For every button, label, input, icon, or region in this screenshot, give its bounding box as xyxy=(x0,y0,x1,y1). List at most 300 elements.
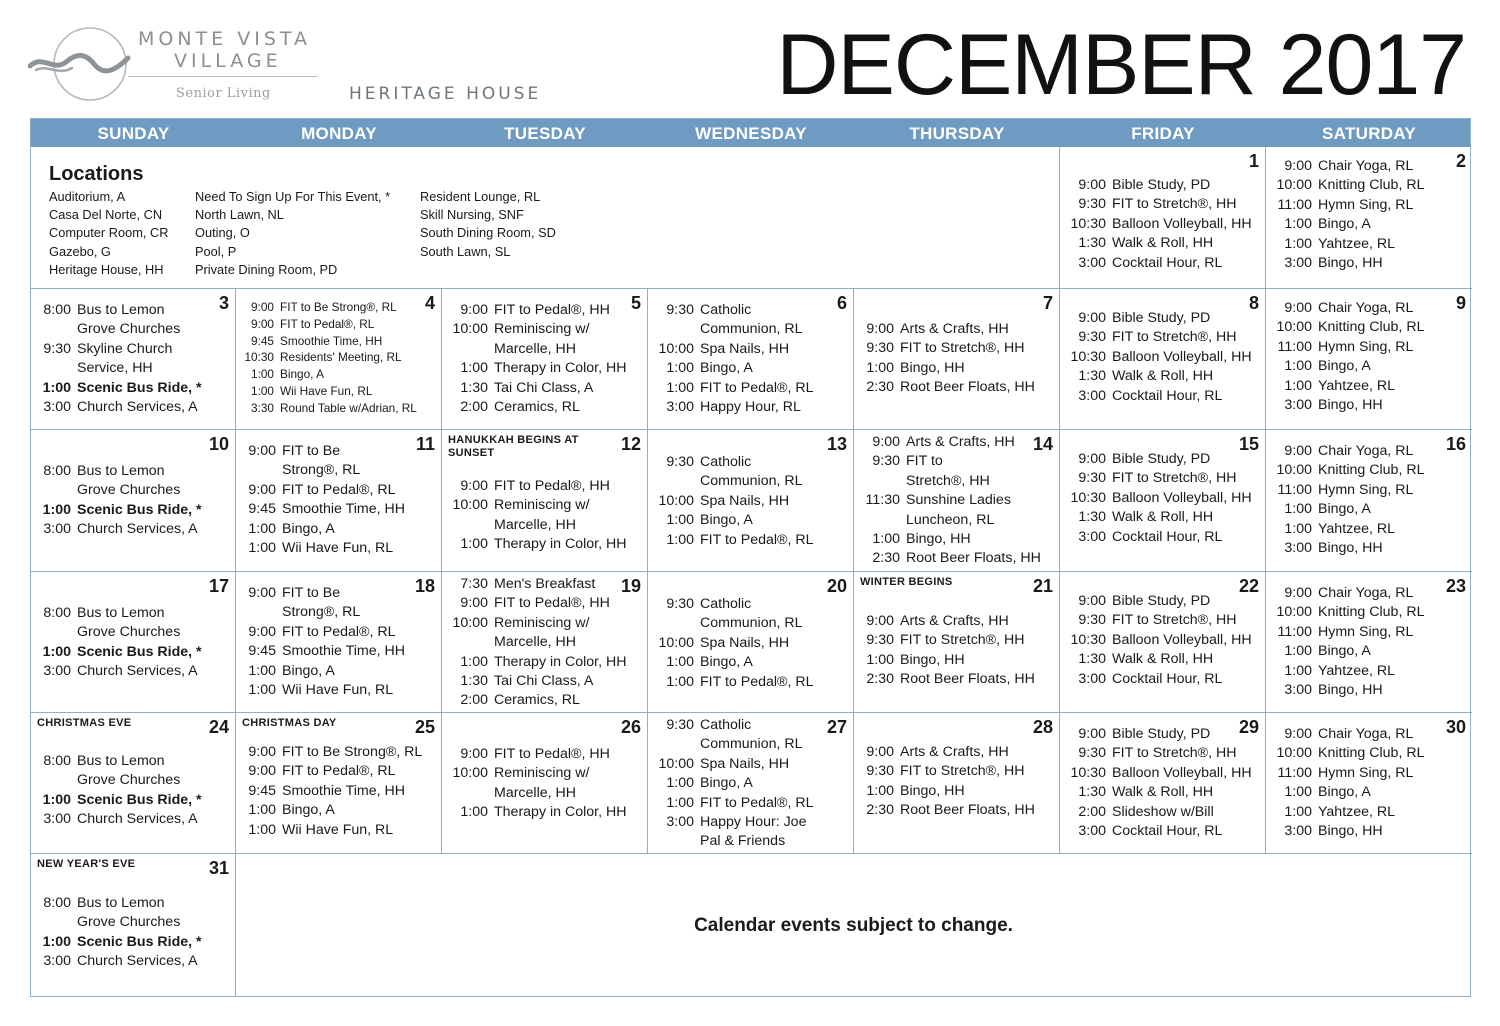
event-time xyxy=(37,623,77,642)
event-time: 9:30 xyxy=(666,454,694,470)
event-time: 10:30 xyxy=(244,350,274,365)
event-description: FIT to Be xyxy=(282,585,341,601)
event-time: 3:00 xyxy=(43,953,71,970)
event-description: Walk & Roll, HH xyxy=(1112,784,1214,801)
event-description: Balloon Volleyball, HH xyxy=(1112,348,1252,365)
event-description: Wii Have Fun, RL xyxy=(282,821,394,838)
day-number: 20 xyxy=(826,576,847,596)
event-row xyxy=(860,359,1055,378)
event-description: Bible Study, PD xyxy=(1112,310,1211,326)
location-item: South Dining Room, SD xyxy=(420,225,556,241)
event-description: Grove Churches xyxy=(77,482,181,499)
event-description: Balloon Volleyball, HH xyxy=(1112,489,1252,506)
event-row xyxy=(37,604,231,623)
day-number: 14 xyxy=(1032,434,1053,454)
event-description: Bingo, HH xyxy=(900,782,965,799)
event-time xyxy=(654,832,700,851)
event-row xyxy=(860,670,1055,689)
event-description: Communion, RL xyxy=(700,736,803,753)
event-description: FIT to Stretch®, HH xyxy=(900,763,1025,780)
event-description: FIT to Stretch®, HH xyxy=(1112,470,1237,487)
event-row xyxy=(860,472,1055,491)
event-time: 9:00 xyxy=(248,481,276,498)
event-description: Strong®, RL xyxy=(282,462,361,479)
event-description: Yahtzee, RL xyxy=(1318,520,1396,537)
event-row xyxy=(242,603,437,622)
event-time: 9:00 xyxy=(866,744,894,760)
event-row xyxy=(1066,592,1261,611)
event-row xyxy=(1272,196,1468,215)
event-time: 3:00 xyxy=(1284,255,1312,272)
event-time: 9:00 xyxy=(248,623,276,640)
weekday-monday: MONDAY xyxy=(301,124,377,143)
day-number: 27 xyxy=(826,717,847,737)
event-description: FIT to Stretch®, HH xyxy=(900,632,1025,649)
event-row xyxy=(1066,725,1261,744)
event-row xyxy=(1066,764,1261,783)
event-description: FIT to Stretch®, HH xyxy=(1112,196,1237,213)
event-description: Tai Chi Class, A xyxy=(494,379,594,396)
event-row xyxy=(1272,662,1468,681)
location-item: South Lawn, SL xyxy=(420,243,511,259)
logo-line1: MONTE VISTA xyxy=(138,28,312,50)
event-row xyxy=(242,762,437,781)
month-title: DECEMBER 2017 xyxy=(776,17,1466,113)
event-time: 1:00 xyxy=(42,501,71,518)
event-list xyxy=(654,301,849,417)
day-cell-17 xyxy=(31,572,236,713)
event-row xyxy=(654,774,849,793)
day-number: 4 xyxy=(424,293,435,313)
event-time: 10:00 xyxy=(1276,604,1312,621)
event-time: 2:00 xyxy=(1078,803,1106,820)
event-time: 1:00 xyxy=(1284,501,1312,518)
event-description: Marcelle, HH xyxy=(494,516,576,533)
location-item: North Lawn, NL xyxy=(195,207,284,223)
event-description: Walk & Roll, HH xyxy=(1112,509,1214,526)
event-description: FIT to Pedal®, HH xyxy=(494,746,610,762)
event-row xyxy=(860,631,1055,650)
event-row xyxy=(1272,299,1468,318)
event-description: Bingo, HH xyxy=(1318,255,1383,272)
event-description: Ceramics, RL xyxy=(494,399,580,416)
event-description: Church Services, A xyxy=(77,953,198,970)
event-row xyxy=(1066,803,1261,822)
house-name: HERITAGE HOUSE xyxy=(349,84,542,104)
event-description: Scenic Bus Ride, * xyxy=(77,643,202,660)
day-cell-8 xyxy=(1060,289,1266,430)
event-row xyxy=(1272,725,1468,744)
event-time: 10:00 xyxy=(658,492,694,509)
event-time: 9:00 xyxy=(1078,177,1106,193)
weekday-tuesday: TUESDAY xyxy=(504,124,586,143)
event-time: 1:00 xyxy=(1284,643,1312,660)
event-time: 9:00 xyxy=(251,316,274,331)
event-list xyxy=(654,595,849,692)
event-description: Church Services, A xyxy=(77,521,198,538)
event-row xyxy=(448,359,643,378)
event-description: Spa Nails, HH xyxy=(700,340,790,357)
event-time xyxy=(654,320,700,339)
event-description: Bingo, A xyxy=(282,802,335,819)
event-description: Happy Hour, RL xyxy=(700,399,801,416)
event-row xyxy=(37,340,231,359)
event-time: 10:00 xyxy=(452,321,488,338)
event-description: Arts & Crafts, HH xyxy=(906,434,1015,450)
day-number: 15 xyxy=(1238,434,1259,454)
event-time: 9:00 xyxy=(460,302,488,318)
event-row xyxy=(1272,822,1468,841)
event-time: 9:45 xyxy=(248,501,276,518)
event-time: 1:00 xyxy=(866,359,894,376)
event-description: Bingo, HH xyxy=(900,651,965,668)
event-time: 1:00 xyxy=(1284,358,1312,375)
calendar-note: Calendar events subject to change. xyxy=(694,915,1013,936)
day-number: 23 xyxy=(1445,576,1466,596)
event-list xyxy=(37,301,231,417)
event-row xyxy=(242,801,437,820)
event-time: 9:30 xyxy=(872,453,900,470)
event-time: 10:00 xyxy=(1276,319,1312,336)
event-row xyxy=(1272,520,1468,539)
event-row xyxy=(448,496,643,515)
event-row xyxy=(37,320,231,339)
event-row xyxy=(242,520,437,539)
event-time xyxy=(37,359,77,378)
day-number: 5 xyxy=(630,293,641,313)
event-time xyxy=(448,784,494,803)
event-list xyxy=(1066,725,1261,841)
event-row xyxy=(242,400,437,417)
event-description: Therapy in Color, HH xyxy=(494,360,627,377)
event-description: Ceramics, RL xyxy=(494,692,580,709)
event-time: 9:00 xyxy=(251,300,274,314)
day-number: 13 xyxy=(826,434,847,454)
event-row xyxy=(654,794,849,813)
event-row xyxy=(654,340,849,359)
event-time: 9:00 xyxy=(1284,726,1312,742)
event-row xyxy=(654,320,849,339)
event-description: FIT to Stretch®, HH xyxy=(900,340,1025,357)
event-row xyxy=(654,595,849,614)
locations-col-2 xyxy=(195,188,390,279)
event-time: 1:00 xyxy=(248,802,276,819)
event-description: Chair Yoga, RL xyxy=(1318,300,1414,316)
event-time: 9:45 xyxy=(248,782,276,799)
event-row xyxy=(1272,461,1468,480)
event-row xyxy=(1066,234,1261,253)
event-row xyxy=(242,642,437,661)
day-number: 19 xyxy=(620,576,641,596)
event-description: FIT to Pedal®, RL xyxy=(282,763,396,780)
logo-name xyxy=(138,28,311,72)
location-item: Private Dining Room, PD xyxy=(195,261,338,277)
event-description: Scenic Bus Ride, * xyxy=(77,933,202,950)
event-description: Catholic xyxy=(700,596,752,612)
event-time: 11:00 xyxy=(1277,764,1312,781)
event-time: 9:30 xyxy=(866,340,894,357)
event-row xyxy=(1066,631,1261,650)
event-time: 1:00 xyxy=(866,782,894,799)
event-row xyxy=(242,481,437,500)
event-row xyxy=(37,913,231,932)
day-number: 3 xyxy=(218,293,229,313)
event-time: 11:00 xyxy=(1277,623,1312,640)
day-cell-7 xyxy=(854,289,1060,430)
event-time: 9:00 xyxy=(872,434,900,450)
event-description: Bingo, HH xyxy=(900,359,965,376)
logo-line2: VILLAGE xyxy=(174,50,282,72)
location-item: Need To Sign Up For This Event, * xyxy=(195,189,391,204)
event-time: 2:30 xyxy=(872,550,900,567)
event-time: 1:00 xyxy=(248,662,276,679)
event-description: Chair Yoga, RL xyxy=(1318,443,1414,459)
event-description: Catholic xyxy=(700,302,752,318)
event-row xyxy=(1272,603,1468,622)
event-description: Men's Breakfast xyxy=(494,576,596,592)
event-list xyxy=(448,301,643,417)
event-row xyxy=(37,643,231,662)
holiday-label: WINTER BEGINS xyxy=(860,576,953,588)
event-row xyxy=(860,743,1055,762)
event-time: 3:00 xyxy=(1284,823,1312,840)
event-time: 9:30 xyxy=(666,717,694,733)
event-description: Hymn Sing, RL xyxy=(1318,481,1414,498)
event-time: 3:00 xyxy=(1078,528,1106,545)
event-row xyxy=(242,681,437,700)
day-cell-3 xyxy=(31,289,236,430)
event-description: Walk & Roll, HH xyxy=(1112,368,1214,385)
event-time: 10:00 xyxy=(1276,177,1312,194)
event-row xyxy=(242,316,437,333)
event-description: Hymn Sing, RL xyxy=(1318,196,1414,213)
event-description: Strong®, RL xyxy=(282,604,361,621)
event-list xyxy=(1066,176,1261,273)
day-number: 17 xyxy=(208,576,229,596)
event-time: 10:00 xyxy=(452,497,488,514)
event-description: Smoothie Time, HH xyxy=(282,643,405,660)
event-description: Cocktail Hour, RL xyxy=(1112,387,1223,404)
event-time: 1:30 xyxy=(1078,509,1106,526)
holiday-label: CHRISTMAS EVE xyxy=(37,717,132,729)
event-row xyxy=(1272,235,1468,254)
event-row xyxy=(1066,254,1261,273)
event-description: Cocktail Hour, RL xyxy=(1112,823,1223,840)
location-item: Auditorium, A xyxy=(49,189,126,204)
event-time: 1:30 xyxy=(460,379,488,396)
event-description: Bingo, A xyxy=(700,654,753,671)
event-row xyxy=(448,614,643,633)
location-item: Resident Lounge, RL xyxy=(420,189,541,204)
event-description: Wii Have Fun, RL xyxy=(280,383,373,398)
event-time: 9:00 xyxy=(866,613,894,629)
event-list xyxy=(860,612,1055,690)
event-row xyxy=(242,442,437,461)
event-time: 10:00 xyxy=(1276,745,1312,762)
event-description: Cocktail Hour, RL xyxy=(1112,254,1223,271)
event-time xyxy=(37,481,77,500)
event-list xyxy=(1272,442,1468,558)
event-description: Sunshine Ladies xyxy=(906,492,1011,509)
event-time: 9:00 xyxy=(1078,451,1106,467)
event-time: 9:30 xyxy=(1078,470,1106,487)
event-description: FIT to Pedal®, RL xyxy=(282,623,396,640)
event-time: 1:00 xyxy=(1284,520,1312,537)
day-cell-1 xyxy=(1060,147,1266,289)
event-row xyxy=(37,662,231,681)
day-cell-12 xyxy=(442,430,648,572)
event-list xyxy=(1272,299,1468,415)
event-row xyxy=(1272,803,1468,822)
event-list xyxy=(242,743,437,840)
event-description: Chair Yoga, RL xyxy=(1318,158,1414,174)
day-number: 18 xyxy=(414,576,435,596)
event-row xyxy=(1272,357,1468,376)
day-number: 10 xyxy=(208,434,229,454)
day-cell-24 xyxy=(31,713,236,854)
event-row xyxy=(1066,528,1261,547)
event-time xyxy=(654,735,700,754)
location-item: Computer Room, CR xyxy=(49,225,169,241)
logo-emblem-icon xyxy=(28,24,138,106)
event-time: 8:00 xyxy=(43,463,71,479)
event-row xyxy=(448,803,643,822)
event-description: Chair Yoga, RL xyxy=(1318,726,1414,742)
event-description: FIT to Stretch®, HH xyxy=(1112,745,1237,762)
event-list xyxy=(242,584,437,700)
event-time: 1:00 xyxy=(1284,235,1312,252)
event-time: 9:30 xyxy=(43,340,71,357)
event-description: FIT to Pedal®, RL xyxy=(700,531,814,548)
event-row xyxy=(242,743,437,762)
day-cell-5 xyxy=(442,289,648,430)
event-description: Residents' Meeting, RL xyxy=(280,350,402,365)
event-row xyxy=(37,520,231,539)
event-row xyxy=(1272,500,1468,519)
event-row xyxy=(860,530,1055,549)
event-description: Smoothie Time, HH xyxy=(280,333,383,348)
event-list xyxy=(860,743,1055,821)
event-row xyxy=(242,299,437,316)
event-time: 9:30 xyxy=(666,302,694,318)
event-row xyxy=(37,398,231,417)
event-description: Grove Churches xyxy=(77,914,181,931)
day-number: 7 xyxy=(1042,293,1053,313)
weekday-sunday: SUNDAY xyxy=(97,124,170,143)
event-description: Hymn Sing, RL xyxy=(1318,764,1414,781)
event-time: 3:00 xyxy=(1078,387,1106,404)
event-description: Bus to Lemon xyxy=(77,895,165,911)
event-description: Smoothie Time, HH xyxy=(282,501,405,518)
event-time: 1:00 xyxy=(1284,662,1312,679)
event-row xyxy=(37,771,231,790)
event-row xyxy=(860,651,1055,670)
event-row xyxy=(1066,489,1261,508)
event-row xyxy=(654,653,849,672)
event-time: 8:00 xyxy=(43,605,71,621)
event-time: 3:00 xyxy=(43,521,71,538)
location-item: Casa Del Norte, CN xyxy=(49,207,163,223)
event-description: Round Table w/Adrian, RL xyxy=(280,400,417,415)
event-list xyxy=(1066,309,1261,406)
day-number: 22 xyxy=(1238,576,1259,596)
event-time: 9:30 xyxy=(1078,745,1106,762)
event-description: Slideshow w/Bill xyxy=(1112,803,1214,820)
event-time: 1:00 xyxy=(866,651,894,668)
day-number: 1 xyxy=(1248,151,1259,171)
event-row xyxy=(242,366,437,383)
event-row xyxy=(448,301,643,320)
event-list xyxy=(448,745,643,823)
event-row xyxy=(1066,822,1261,841)
event-time: 9:30 xyxy=(866,632,894,649)
event-time: 3:00 xyxy=(1078,670,1106,687)
event-description: Hymn Sing, RL xyxy=(1318,623,1414,640)
event-description: Communion, RL xyxy=(700,473,803,490)
event-description: Spa Nails, HH xyxy=(700,634,790,651)
event-description: Bingo, A xyxy=(1318,501,1371,518)
event-row xyxy=(448,594,643,613)
event-description: Bingo, A xyxy=(282,662,335,679)
event-time: 2:30 xyxy=(866,802,894,819)
event-row xyxy=(1272,377,1468,396)
event-time: 8:00 xyxy=(43,302,71,318)
event-row xyxy=(860,378,1055,397)
event-description: Marcelle, HH xyxy=(494,634,576,651)
event-time: 1:00 xyxy=(1284,784,1312,801)
event-row xyxy=(37,791,231,810)
event-list xyxy=(448,477,643,555)
event-time: 1:00 xyxy=(248,682,276,699)
event-description: Bible Study, PD xyxy=(1112,593,1211,609)
event-time: 3:00 xyxy=(1284,397,1312,414)
event-row xyxy=(654,398,849,417)
weekday-friday: FRIDAY xyxy=(1131,124,1195,143)
event-time: 9:00 xyxy=(248,744,276,760)
day-number: 29 xyxy=(1238,717,1259,737)
event-description: Bingo, A xyxy=(1318,216,1371,233)
event-time xyxy=(37,913,77,932)
event-list xyxy=(1066,450,1261,547)
event-description: Bingo, HH xyxy=(1318,397,1383,414)
event-time: 3:00 xyxy=(1284,682,1312,699)
event-description: Spa Nails, HH xyxy=(700,492,790,509)
event-time: 8:00 xyxy=(43,895,71,911)
event-row xyxy=(860,491,1055,510)
event-time: 10:00 xyxy=(452,765,488,782)
event-list xyxy=(1272,584,1468,700)
event-description: Scenic Bus Ride, * xyxy=(77,501,202,518)
event-time: 3:00 xyxy=(666,399,694,416)
event-time xyxy=(37,771,77,790)
event-list xyxy=(242,442,437,558)
event-description: Skyline Church xyxy=(77,340,173,357)
day-cell-14 xyxy=(854,430,1060,572)
day-cell-9 xyxy=(1266,289,1472,430)
event-row xyxy=(448,764,643,783)
event-time: 1:00 xyxy=(251,367,274,382)
event-row xyxy=(860,339,1055,358)
day-cell-25 xyxy=(236,713,442,854)
holiday-label: NEW YEAR'S EVE xyxy=(37,858,136,870)
event-row xyxy=(654,301,849,320)
day-number: 24 xyxy=(208,717,229,737)
day-cell-11 xyxy=(236,430,442,572)
event-row xyxy=(242,500,437,519)
event-description: FIT to Pedal®, HH xyxy=(494,302,610,318)
event-description: FIT to Pedal®, HH xyxy=(494,595,610,612)
event-row xyxy=(242,782,437,801)
